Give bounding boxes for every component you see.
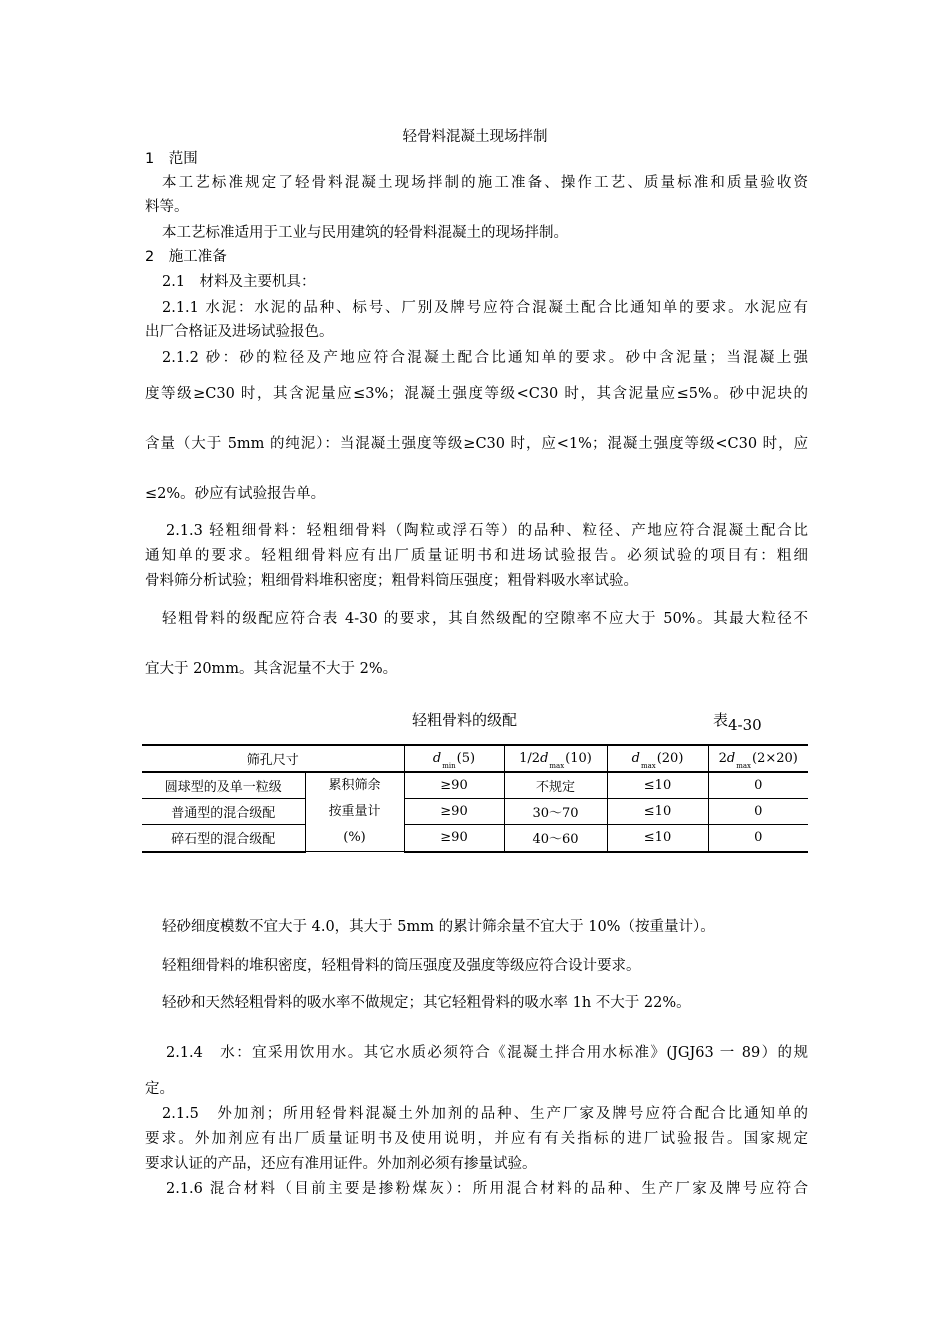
table-header-cell: dmin(5) [404, 745, 504, 772]
section-2-heading: 2 施工准备 [145, 249, 227, 265]
table-row [142, 825, 808, 852]
paragraph-line: 宜大于 20mm。其含泥量不大于 2%。 [145, 661, 398, 677]
table-cell: 0 [708, 799, 808, 825]
table-cell: ≤10 [607, 799, 708, 825]
table-caption-number: 表4-30 [713, 711, 762, 734]
paragraph-line: 本工艺标准规定了轻骨料混凝土现场拌制的施工准备、操作工艺、质量标准和质量验收资 [162, 175, 808, 191]
table-cell: 不规定 [504, 772, 607, 799]
paragraph-line: 轻砂和天然轻粗骨料的吸水率不做规定；其它轻粗骨料的吸水率 1h 不大于 22%。 [162, 995, 691, 1011]
table-cell: 圆球型的及单一粒级 [142, 772, 305, 799]
table-header-row [142, 745, 808, 772]
paragraph-line: 骨料筛分析试验；粗细骨料堆积密度；粗骨料筒压强度；粗骨料吸水率试验。 [145, 573, 638, 589]
table-caption [0, 707, 950, 735]
table-cell: ≤10 [607, 772, 708, 799]
table-header-cell: 1/2dmax(10) [504, 745, 607, 772]
paragraph-line: 本工艺标准适用于工业与民用建筑的轻骨料混凝土的现场拌制。 [162, 225, 568, 241]
table-header-cell: 筛孔尺寸 [142, 745, 404, 772]
table-cell: ≤10 [607, 825, 708, 852]
paragraph-line: 出厂合格证及进场试验报色。 [145, 324, 334, 340]
table-header-cell: dmax(20) [607, 745, 708, 772]
table-row [142, 799, 808, 825]
table-cell: 30～70 [504, 799, 607, 825]
paragraph-line: 通知单的要求。轻粗细骨料应有出厂质量证明书和进场试验报告。必须试验的项目有：粗细 [145, 548, 808, 564]
table-merged-cell: 累积筛余 按重量计 (%) [305, 772, 404, 852]
paragraph-line: 含量（大于 5mm 的纯泥）：当混凝土强度等级≥C30 时，应<1%；混凝土强度等级<C30 时，应 [145, 436, 808, 452]
paragraph-line: 轻粗骨料的级配应符合表 4-30 的要求，其自然级配的空隙率不应大于 50%。其最大粒径不 [162, 611, 808, 627]
table-cell: ≥90 [404, 772, 504, 799]
paragraph-line: 2.1.6 混合材料（目前主要是掺粉煤灰）：所用混合材料的品种、生产厂家及牌号应符合 [166, 1181, 808, 1197]
table-cell: ≥90 [404, 799, 504, 825]
section-1-heading: 1 范围 [145, 151, 198, 167]
table-caption-title: 轻粗骨料的级配 [412, 711, 518, 729]
paragraph-line: ≤2%。砂应有试验报告单。 [145, 486, 326, 502]
table-cell: 碎石型的混合级配 [142, 825, 305, 852]
table-cell: 0 [708, 825, 808, 852]
paragraph-line: 要求认证的产品，还应有准用证件。外加剂必须有掺量试验。 [145, 1156, 537, 1172]
table-cell: ≥90 [404, 825, 504, 852]
paragraph-line: 度等级≥C30 时，其含泥量应≤3%；混凝土强度等级<C30 时，其含泥量应≤5%。砂中泥块的 [145, 386, 808, 402]
paragraph-line: 料等。 [145, 199, 189, 215]
table-cell: 40～60 [504, 825, 607, 852]
subsection-heading: 2.1 材料及主要机具： [162, 274, 316, 290]
paragraph-line: 轻砂细度模数不宜大于 4.0，其大于 5mm 的累计筛余量不宜大于 10%（按重量计）。 [162, 919, 715, 935]
paragraph-line: 2.1.1 水泥：水泥的品种、标号、厂别及牌号应符合混凝土配合比通知单的要求。水泥应有 [162, 300, 809, 316]
grading-table [142, 744, 808, 853]
paragraph-line: 要求。外加剂应有出厂质量证明书及使用说明，并应有有关指标的进厂试验报告。国家规定 [145, 1131, 808, 1147]
table-cell: 0 [708, 772, 808, 799]
paragraph-line: 2.1.5 外加剂；所用轻骨料混凝土外加剂的品种、生产厂家及牌号应符合配合比通知单的 [162, 1106, 808, 1122]
table-cell: 普通型的混合级配 [142, 799, 305, 825]
table-row [142, 772, 808, 799]
page-title: 轻骨料混凝土现场拌制 [402, 129, 548, 145]
paragraph-line: 轻粗细骨料的堆积密度，轻粗骨料的筒压强度及强度等级应符合设计要求。 [162, 958, 641, 974]
paragraph-line: 2.1.3 轻粗细骨料：轻粗细骨料（陶粒或浮石等）的品种、粒径、产地应符合混凝土配合比 [166, 523, 809, 539]
paragraph-line: 2.1.4 水：宜采用饮用水。其它水质必须符合《混凝土拌合用水标准》(JGJ63 一 89）的规 [166, 1045, 808, 1061]
paragraph-line: 2.1.2 砂：砂的粒径及产地应符合混凝土配合比通知单的要求。砂中含泥量；当混凝上强 [162, 350, 808, 366]
paragraph-line: 定。 [145, 1081, 174, 1097]
table-header-cell: 2dmax(2×20) [708, 745, 808, 772]
